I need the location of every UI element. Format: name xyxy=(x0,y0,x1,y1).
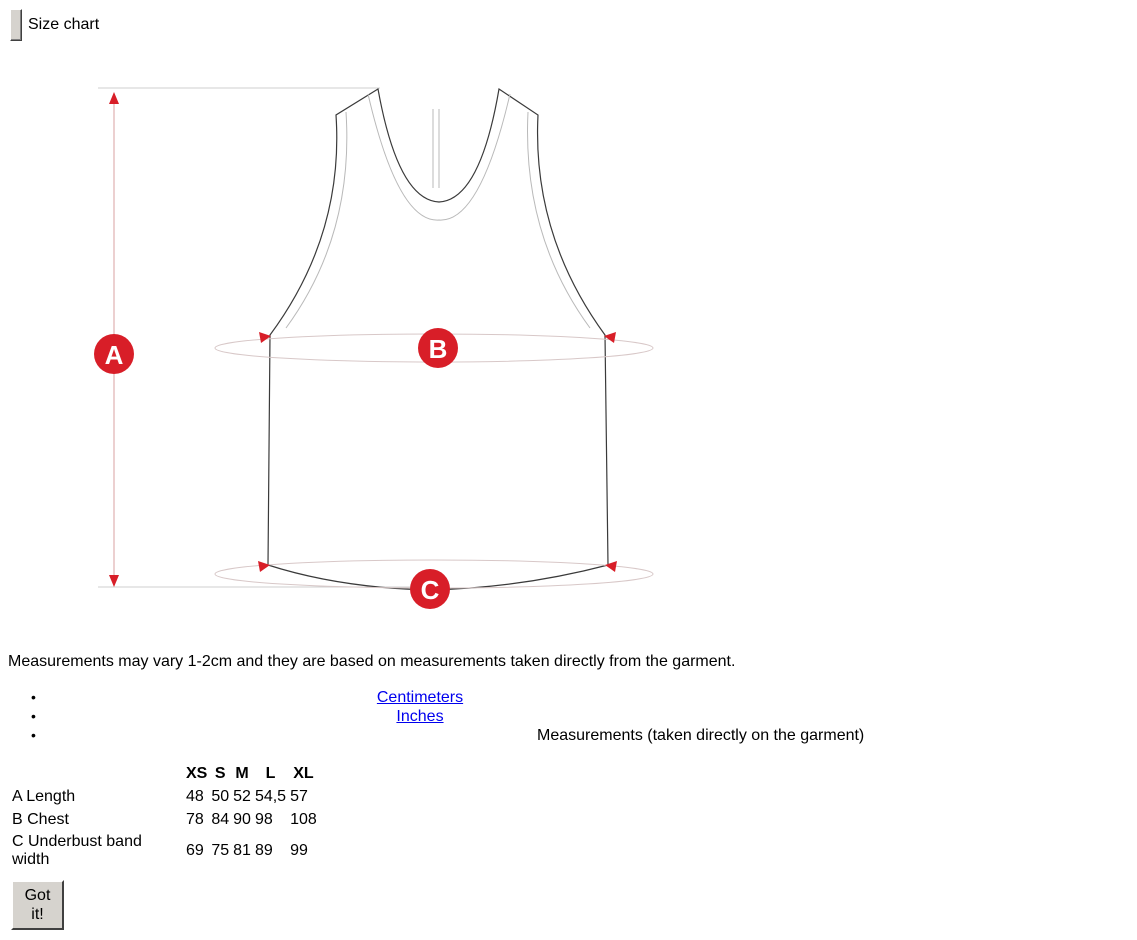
table-cell: 98 xyxy=(254,810,273,828)
size-table xyxy=(9,762,320,872)
table-row xyxy=(11,809,318,830)
row-label: C Underbust band width xyxy=(12,833,142,868)
measurement-note: Measurements may vary 1-2cm and they are based on measurements taken directly from the garment. xyxy=(8,653,736,670)
table-row xyxy=(11,786,318,807)
marker-a-label: A xyxy=(104,340,124,370)
marker-c-badge xyxy=(410,569,450,609)
table-header-cell: M xyxy=(235,765,249,782)
table-cell: 99 xyxy=(290,842,308,859)
table-cell: 57 xyxy=(290,787,308,805)
table-cell: 89 xyxy=(254,842,273,859)
table-row xyxy=(11,832,318,870)
table-cell: 75 xyxy=(211,842,230,859)
table-cell: 90 xyxy=(233,810,251,828)
table-header-cell: L xyxy=(265,765,276,782)
table-cell: 52 xyxy=(233,787,251,805)
table-header-cell: S xyxy=(214,765,226,782)
table-header-cell xyxy=(11,764,183,784)
marker-c-label: C xyxy=(420,575,440,605)
table-cell: 81 xyxy=(233,842,251,859)
centimeters-link[interactable]: Centimeters xyxy=(376,689,464,706)
table-cell: 69 xyxy=(186,842,204,859)
table-cell: 84 xyxy=(211,810,230,828)
marker-b-badge xyxy=(418,328,458,368)
table-cell: 54,5 xyxy=(254,787,287,805)
marker-a-badge xyxy=(94,334,134,374)
table-cell: 78 xyxy=(186,810,204,828)
unit-info-text: • Measurements (taken directly on the garment) xyxy=(537,727,865,744)
table-cell: 50 xyxy=(211,787,230,805)
table-header-cell: XL xyxy=(293,765,314,782)
size-chart-title: Size chart xyxy=(28,16,100,33)
got-it-button[interactable]: Got it! xyxy=(11,880,64,930)
table-header-cell: XS xyxy=(186,765,208,782)
inches-link[interactable]: Inches xyxy=(396,708,444,725)
size-chart-header xyxy=(10,9,99,41)
unit-options-list xyxy=(0,688,865,745)
unit-option-centimeters xyxy=(0,688,800,707)
unit-option-inches xyxy=(0,707,800,726)
table-header-row xyxy=(11,764,318,784)
unit-info-item xyxy=(0,726,865,745)
marker-b-label: B xyxy=(428,334,448,364)
garment-diagram xyxy=(0,60,800,645)
size-chart-toggle-button[interactable] xyxy=(10,9,22,41)
row-label: A Length xyxy=(12,787,76,805)
table-cell: 108 xyxy=(290,810,317,828)
row-label: B Chest xyxy=(12,810,69,828)
table-cell: 48 xyxy=(186,787,204,805)
